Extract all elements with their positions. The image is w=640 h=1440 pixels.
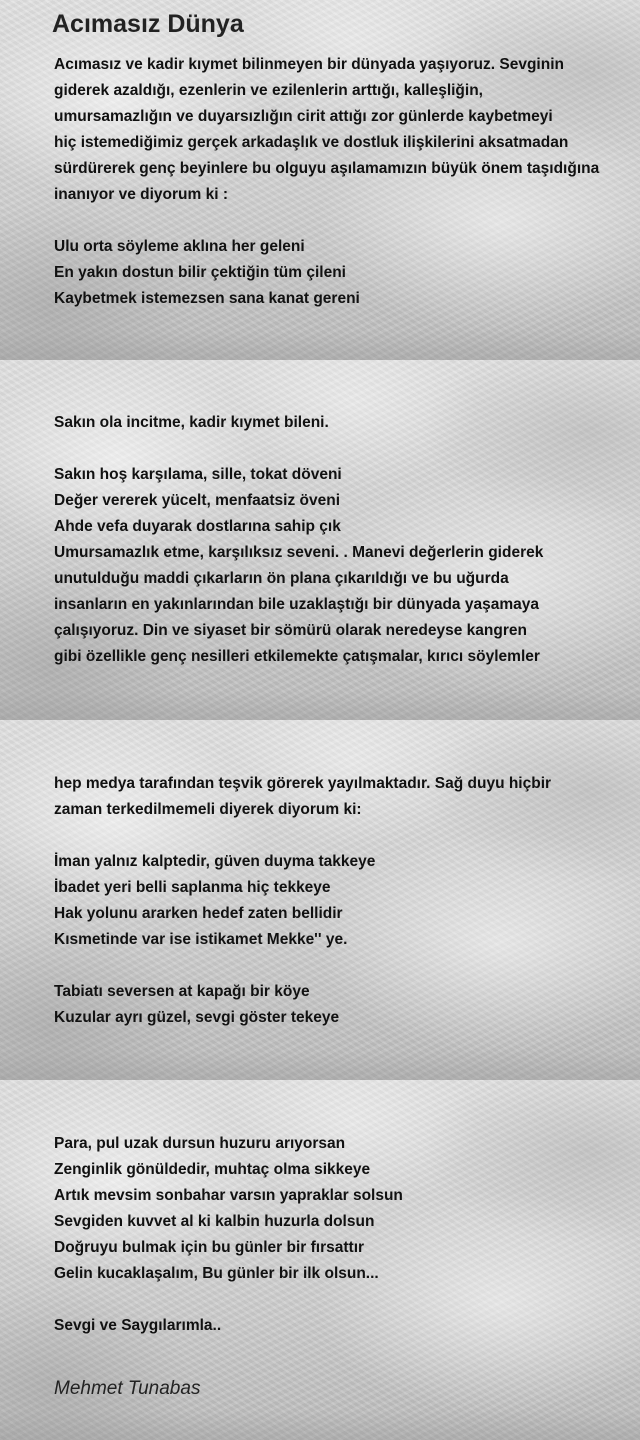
poem-line: Ahde vefa duyarak dostlarına sahip çık bbox=[54, 518, 341, 535]
poem-line: İman yalnız kalptedir, güven duyma takkeye bbox=[54, 853, 376, 870]
poem-line: çalışıyoruz. Din ve siyaset bir sömürü olarak neredeyse kangren bbox=[54, 622, 527, 639]
poem-line: gibi özellikle genç nesilleri etkilemekte çatışmalar, kırıcı söylemler bbox=[54, 648, 540, 665]
poem-line: hiç istemediğimiz gerçek arkadaşlık ve dostluk ilişkilerini aksatmadan bbox=[54, 134, 569, 151]
poem-block-1 bbox=[54, 52, 614, 312]
poem-line: Sakın ola incitme, kadir kıymet bileni. bbox=[54, 414, 329, 431]
poem-line: Umursamazlık etme, karşılıksız seveni. . Manevi değerlerin giderek bbox=[54, 544, 544, 561]
poem-line: giderek azaldığı, ezenlerin ve ezilenlerin arttığı, kalleşliğin, bbox=[54, 82, 483, 99]
poem-line: Sevgi ve Saygılarımla.. bbox=[54, 1317, 222, 1334]
poem-line: Kuzular ayrı güzel, sevgi göster tekeye bbox=[54, 1009, 340, 1026]
poem-line: Sevgiden kuvvet al ki kalbin huzurla dolsun bbox=[54, 1213, 375, 1230]
poem-line: Artık mevsim sonbahar varsın yapraklar solsun bbox=[54, 1187, 403, 1204]
blank-line bbox=[54, 1287, 614, 1313]
poem-line: Zenginlik gönüldedir, muhtaç olma sikkeye bbox=[54, 1161, 371, 1178]
poem-line: umursamazlığın ve duyarsızlığın cirit attığı zor günlerde kaybetmeyi bbox=[54, 108, 553, 125]
poem-line: İbadet yeri belli saplanma hiç tekkeye bbox=[54, 879, 331, 896]
poem-line: Acımasız ve kadir kıymet bilinmeyen bir dünyada yaşıyoruz. Sevginin bbox=[54, 56, 564, 73]
poem-line: Para, pul uzak dursun huzuru arıyorsan bbox=[54, 1135, 346, 1152]
blank-line bbox=[54, 436, 614, 462]
poem-line: unutulduğu maddi çıkarların ön plana çıkarıldığı ve bu uğurda bbox=[54, 570, 509, 587]
poem-line: sürdürerek genç beyinlere bu olguyu aşılamamızın büyük önem taşıdığına bbox=[54, 160, 600, 177]
poem-line: hep medya tarafından teşvik görerek yayılmaktadır. Sağ duyu hiçbir bbox=[54, 775, 552, 792]
poem-line: Doğruyu bulmak için bu günler bir fırsattır bbox=[54, 1239, 365, 1256]
blank-line bbox=[54, 823, 614, 849]
poem-line: En yakın dostun bilir çektiğin tüm çileni bbox=[54, 264, 346, 281]
poem-line: Değer vererek yücelt, menfaatsiz öveni bbox=[54, 492, 341, 509]
poem-line: Ulu orta söyleme aklına her geleni bbox=[54, 238, 305, 255]
poem-line: Gelin kucaklaşalım, Bu günler bir ilk olsun... bbox=[54, 1265, 379, 1282]
poem-title: Acımasız Dünya bbox=[52, 10, 244, 38]
poem-block-3 bbox=[54, 771, 614, 1031]
poem-block-4 bbox=[54, 1131, 614, 1339]
poem-line: zaman terkedilmemeli diyerek diyorum ki: bbox=[54, 801, 362, 818]
poem-line: insanların en yakınlarından bile uzaklaştığı bir dünyada yaşamaya bbox=[54, 596, 539, 613]
poem-line: Hak yolunu ararken hedef zaten bellidir bbox=[54, 905, 343, 922]
poem-line: Kısmetinde var ise istikamet Mekke'' ye. bbox=[54, 931, 348, 948]
poem-line: Tabiatı seversen at kapağı bir köye bbox=[54, 983, 310, 1000]
blank-line bbox=[54, 208, 614, 234]
poem-line: Sakın hoş karşılama, sille, tokat döveni bbox=[54, 466, 342, 483]
poem-block-2 bbox=[54, 410, 614, 670]
poem-line: Kaybetmek istemezsen sana kanat gereni bbox=[54, 290, 360, 307]
author-name: Mehmet Tunabas bbox=[54, 1378, 201, 1399]
poem-line: inanıyor ve diyorum ki : bbox=[54, 186, 228, 203]
blank-line bbox=[54, 953, 614, 979]
